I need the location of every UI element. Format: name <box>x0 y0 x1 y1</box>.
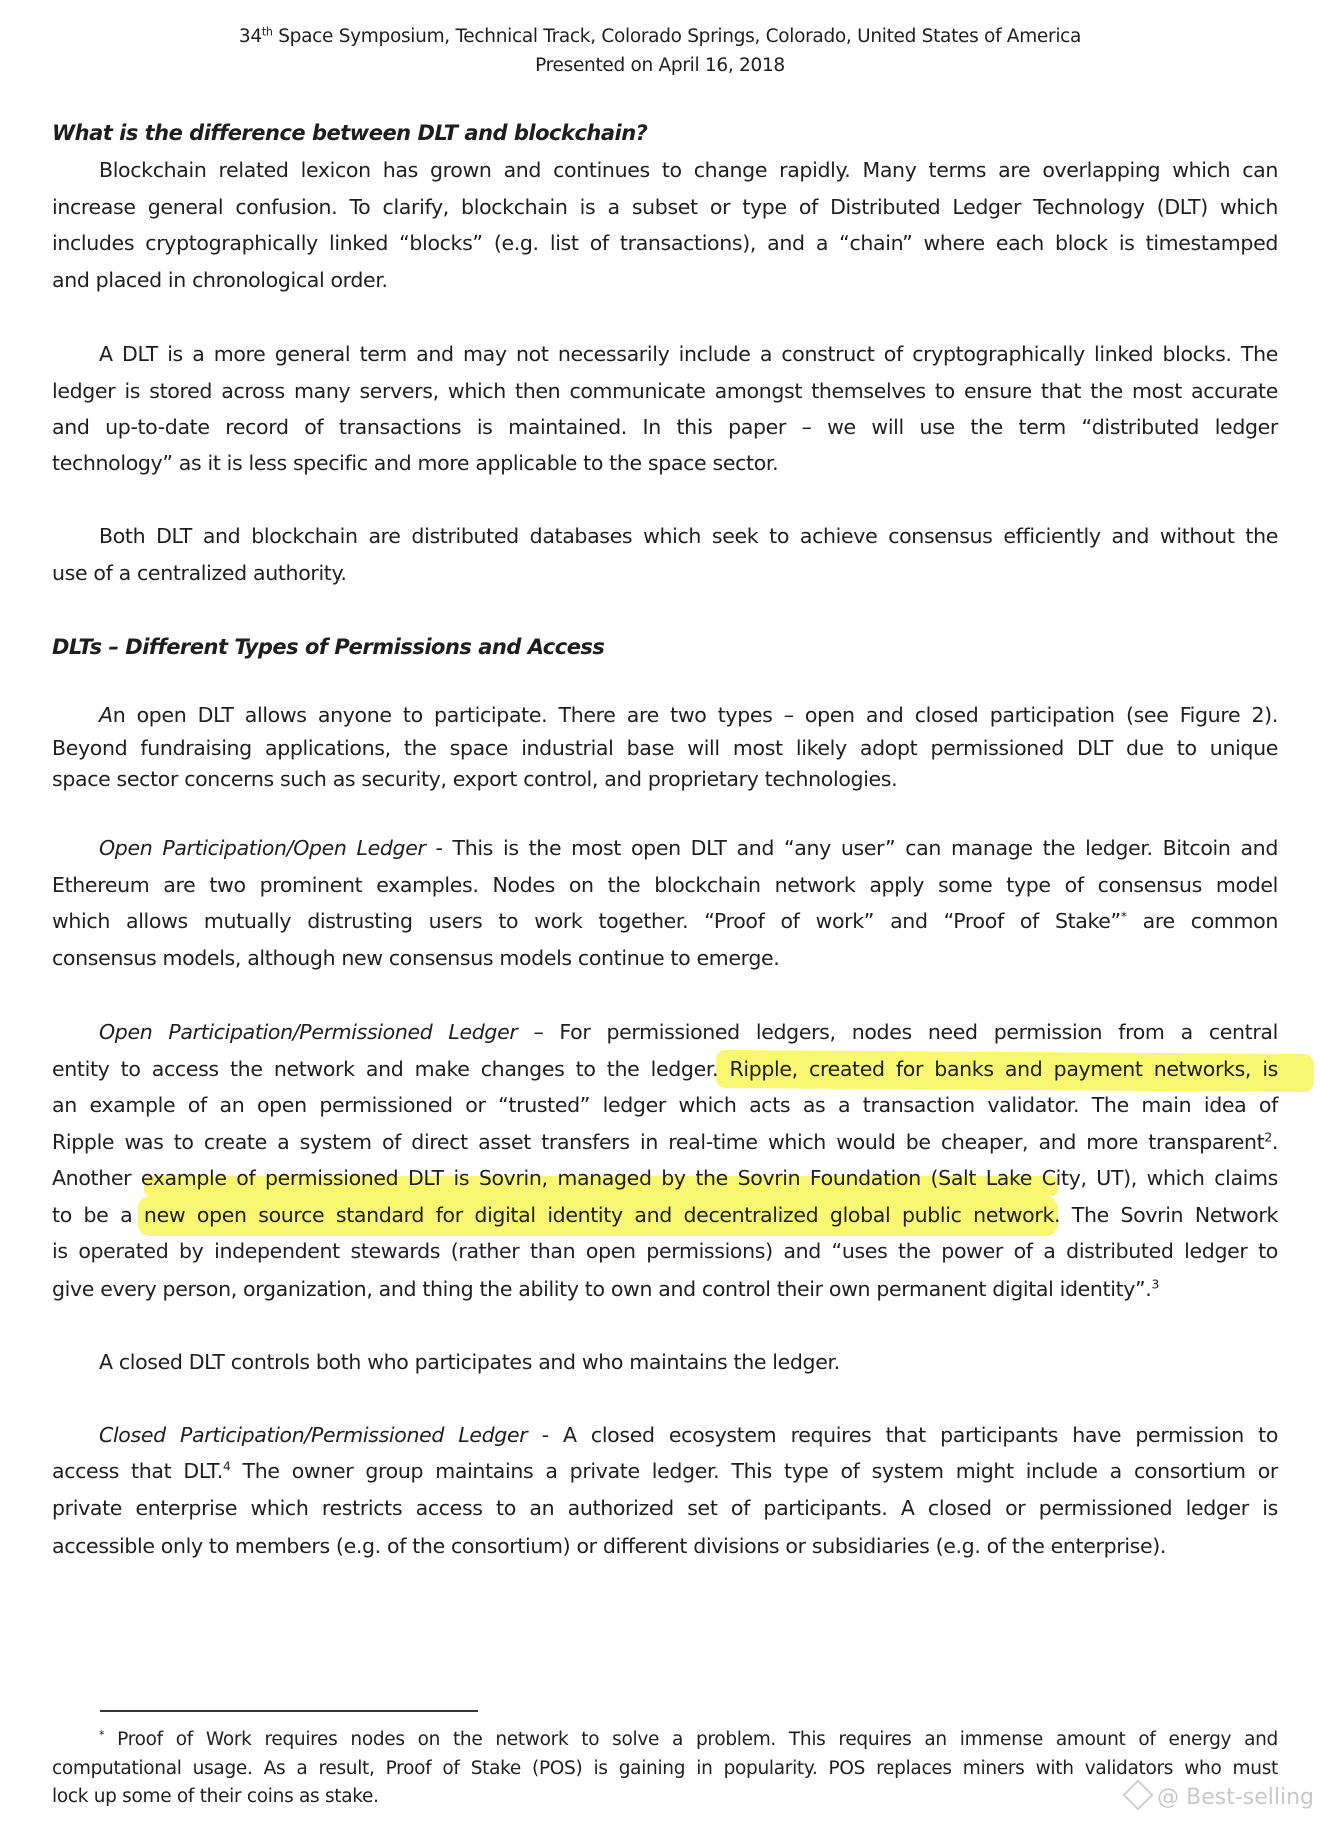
paragraph-line: includes cryptographically linked “blocks” (e.g. list of transactions), and a “chain” where each block is timestamped <box>52 231 1278 255</box>
paragraph-line: and up-to-date record of transactions is maintained. In this paper – we will use the term “distributed ledger <box>52 415 1278 439</box>
paragraph-line: A DLT is a more general term and may not necessarily include a construct of cryptographically linked blocks. The <box>99 342 1278 366</box>
paragraph-line: an example of an open permissioned or “trusted” ledger which acts as a transaction validator. The main idea of <box>52 1093 1278 1117</box>
paragraph-line: is operated by independent stewards (rather than open permissions) and “uses the power of a distributed ledger to <box>52 1239 1278 1263</box>
paragraph-line: Blockchain related lexicon has grown and continues to change rapidly. Many terms are overlapping which can <box>99 158 1278 182</box>
line-text: Proof of Work requires nodes on the network to solve a problem. This requires an immense amount of energy and <box>104 1729 1278 1750</box>
paragraph-line: use of a centralized authority. <box>52 561 347 585</box>
line-text: The owner group maintains a private ledger. This type of system might include a consortium or <box>230 1459 1278 1483</box>
paragraph-line: Ethereum are two prominent examples. Nodes on the blockchain network apply some type of consensus model <box>52 873 1278 897</box>
footnote-ref-asterisk[interactable]: * <box>1120 909 1127 924</box>
paragraph-line: ledger is stored across many servers, which then communicate amongst themselves to ensure that the most accurate <box>52 379 1278 403</box>
footnote-line <box>99 1727 1278 1753</box>
term-open-permissioned-ledger: Open Participation/Permissioned Ledger <box>99 1020 518 1044</box>
paragraph-line: and placed in chronological order. <box>52 268 388 292</box>
term-closed-permissioned-ledger: Closed Participation/Permissioned Ledger <box>99 1423 528 1447</box>
line-text: Another <box>52 1166 141 1190</box>
line-text: . <box>1271 1130 1278 1154</box>
line-text: n open DLT allows anyone to participate. There are two types – open and closed participation (see Figure 2). <box>112 703 1278 727</box>
footnote-ref-2[interactable]: 2 <box>1264 1130 1272 1145</box>
line-text: entity to access the network and make changes to the ledger. <box>52 1057 730 1081</box>
paragraph-line: technology” as it is less specific and more applicable to the space sector. <box>52 451 779 475</box>
paragraph-line <box>52 1055 1278 1083</box>
watermark-text: @ Best-selling <box>1157 1785 1314 1810</box>
paragraph-line: space sector concerns such as security, export control, and proprietary technologies. <box>52 767 898 791</box>
paragraph-line: A closed DLT controls both who participates and who maintains the ledger. <box>99 1350 840 1374</box>
paragraph-line: private enterprise which restricts access to an authorized set of participants. A closed or permissioned ledger is <box>52 1496 1278 1520</box>
paragraph-line <box>52 1164 1278 1192</box>
header-conference-text: Space Symposium, Technical Track, Colorado Springs, Colorado, United States of America <box>272 26 1082 47</box>
paragraph-line <box>52 1128 1278 1156</box>
paragraph-line <box>99 834 1278 862</box>
line-text: - This is the most open DLT and “any user” can manage the ledger. Bitcoin and <box>425 836 1278 860</box>
paragraph-line <box>52 907 1278 935</box>
line-text: . The Sovrin Network <box>1053 1203 1278 1227</box>
line-text: - A closed ecosystem requires that participants have permission to <box>527 1423 1279 1447</box>
paragraph-line: Both DLT and blockchain are distributed databases which seek to achieve consensus efficiently and without the <box>99 524 1278 548</box>
header-ordinal: 34 <box>238 26 262 47</box>
paragraph-line <box>52 1275 1278 1303</box>
highlighted-text-ripple: Ripple, created for banks and payment networks, is <box>729 1057 1278 1081</box>
line-text: – For permissioned ledgers, nodes need permission from a central <box>517 1020 1278 1044</box>
conference-header <box>0 24 1320 50</box>
paragraph-line: increase general confusion. To clarify, blockchain is a subset or type of Distributed Ledger Technology (DLT) which <box>52 195 1278 219</box>
footnote-line: computational usage. As a result, Proof of Stake (POS) is gaining in popularity. POS replaces miners with validators who must <box>52 1758 1278 1779</box>
highlighted-text-open-source: new open source standard for digital identity and decentralized global public network <box>143 1203 1054 1227</box>
watermark <box>1127 1784 1314 1810</box>
presented-date: Presented on April 16, 2018 <box>535 55 785 76</box>
line-text: access that DLT. <box>52 1459 223 1483</box>
paragraph-line <box>99 701 1278 729</box>
footnote-ref-4[interactable]: 4 <box>222 1459 231 1474</box>
line-text: to be a <box>52 1203 144 1227</box>
section-heading-dlt-vs-blockchain: What is the difference between DLT and blockchain? <box>52 121 648 145</box>
line-text: which allows mutually distrusting users to work together. “Proof of work” and “Proof of Stake” <box>52 909 1121 933</box>
paragraph-line: accessible only to members (e.g. of the consortium) or different divisions or subsidiaries (e.g. of the enterprise). <box>52 1534 1167 1558</box>
paragraph-line: Beyond fundraising applications, the space industrial base will most likely adopt permissioned DLT due to unique <box>52 736 1278 760</box>
line-text: Ripple was to create a system of direct asset transfers in real-time which would be cheaper, and more transparent <box>52 1130 1265 1154</box>
line-text: give every person, organization, and thing the ability to own and control their own permanent digital identity”. <box>52 1277 1152 1301</box>
paragraph-line <box>52 1201 1278 1229</box>
paragraph-line <box>99 1018 1278 1046</box>
line-text: are common <box>1126 909 1278 933</box>
section-heading-permissions-access: DLTs – Different Types of Permissions and Access <box>52 635 605 659</box>
header-ordinal-suffix: th <box>261 25 273 39</box>
highlighted-text-sovrin: example of permissioned DLT is Sovrin, managed by the Sovrin Foundation (Salt Lake C <box>140 1166 1056 1190</box>
footnote-divider <box>100 1710 478 1712</box>
line-text: ity, UT), which claims <box>1055 1166 1278 1190</box>
footnote-line: lock up some of their coins as stake. <box>52 1786 379 1807</box>
paragraph-line <box>99 1421 1278 1449</box>
italic-initial: A <box>99 703 113 727</box>
paragraph-line <box>52 1457 1278 1485</box>
footnote-marker: * <box>99 1728 105 1742</box>
diamond-logo-icon <box>1123 1779 1154 1810</box>
paragraph-line: consensus models, although new consensus models continue to emerge. <box>52 946 780 970</box>
term-open-open-ledger: Open Participation/Open Ledger <box>99 836 426 860</box>
footnote-ref-3[interactable]: 3 <box>1151 1277 1159 1292</box>
